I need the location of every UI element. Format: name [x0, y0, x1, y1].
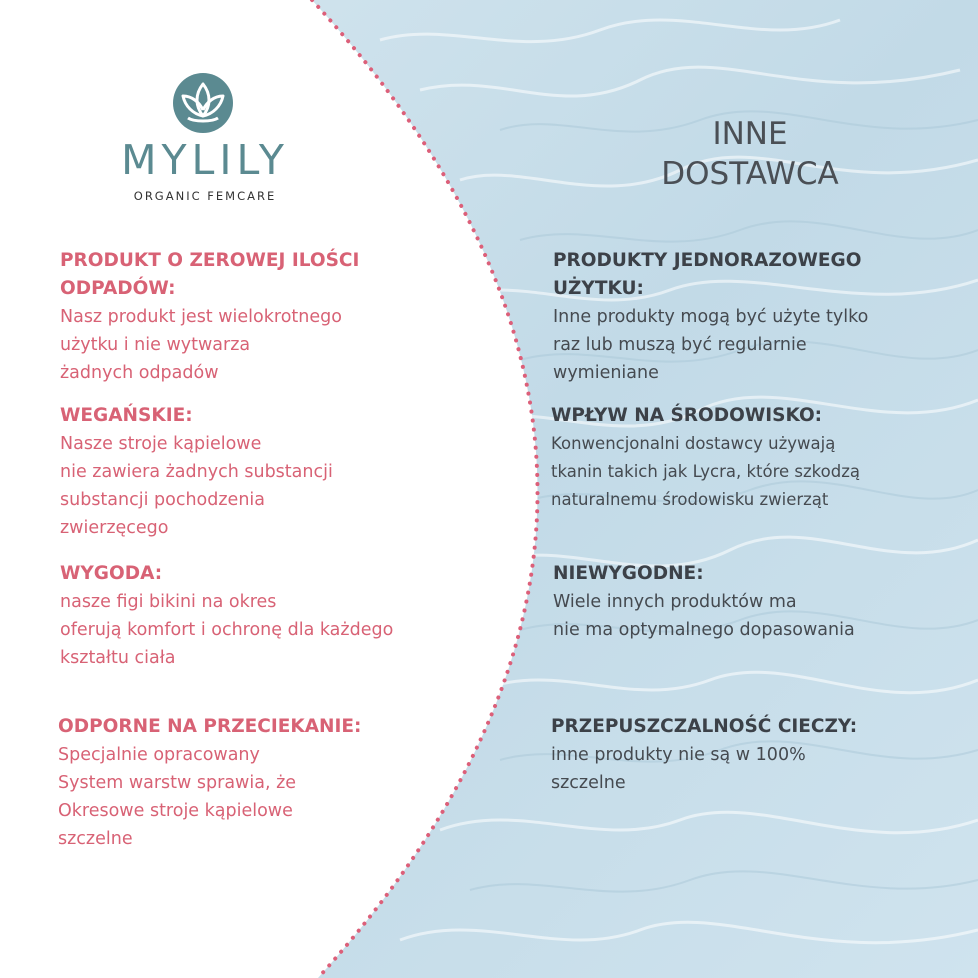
- text-line: żadnych odpadów: [60, 363, 219, 383]
- heading-line: PRZEPUSZCZALNOŚĆ CIECZY:: [551, 716, 858, 737]
- heading-line: PRODUKTY JEDNORAZOWEGO: [553, 250, 862, 271]
- text-line: naturalnemu środowisku zwierząt: [551, 490, 829, 509]
- point-heading: [551, 713, 857, 741]
- heading-line: WEGAŃSKIE:: [60, 405, 193, 426]
- text-line: szczelne: [58, 829, 133, 849]
- point-text: [551, 430, 860, 514]
- point-text: [60, 588, 393, 672]
- text-line: Konwencjonalni dostawcy używają: [551, 434, 836, 453]
- competitor-title-line: DOSTAWCA: [661, 156, 839, 192]
- heading-line: PRODUKT O ZEROWEJ ILOŚCI: [60, 250, 360, 271]
- text-line: zwierzęcego: [60, 518, 169, 538]
- text-line: nie zawiera żadnych substancji: [60, 462, 333, 482]
- mylily-point-zero-waste: [60, 247, 359, 387]
- text-line: Nasz produkt jest wielokrotnego: [60, 307, 342, 327]
- text-line: użytku i nie wytwarza: [60, 335, 251, 355]
- mylily-point-leakproof: [58, 713, 361, 853]
- text-line: Wiele innych produktów ma: [553, 592, 797, 612]
- point-text: [60, 430, 333, 542]
- point-text: [60, 303, 359, 387]
- competitor-point-disposable: [553, 247, 868, 387]
- heading-line: ODPADÓW:: [60, 278, 176, 299]
- text-line: Okresowe stroje kąpielowe: [58, 801, 293, 821]
- text-line: substancji pochodzenia: [60, 490, 265, 510]
- text-line: tkanin takich jak Lycra, które szkodzą: [551, 462, 860, 481]
- text-line: oferują komfort i ochronę dla każdego: [60, 620, 394, 640]
- competitor-point-permeability: [551, 713, 857, 797]
- heading-line: UŻYTKU:: [553, 278, 644, 299]
- mylily-point-vegan: [60, 402, 333, 542]
- heading-line: NIEWYGODNE:: [553, 563, 704, 584]
- point-text: [553, 588, 855, 644]
- competitor-title: [620, 114, 880, 194]
- text-line: szczelne: [551, 773, 626, 793]
- text-line: Inne produkty mogą być użyte tylko: [553, 307, 869, 327]
- text-line: raz lub muszą być regularnie: [553, 335, 807, 355]
- point-text: [553, 303, 868, 387]
- point-heading: [553, 247, 868, 303]
- point-heading: [58, 713, 361, 741]
- brand-logo: [110, 72, 300, 212]
- brand-name: MYLILY: [121, 136, 289, 184]
- lotus-logo-icon: [172, 72, 234, 134]
- brand-tagline: ORGANIC FEMCARE: [133, 189, 277, 203]
- heading-line: WYGODA:: [60, 563, 163, 584]
- text-line: wymieniane: [553, 363, 659, 383]
- point-heading: [551, 402, 860, 430]
- heading-line: ODPORNE NA PRZECIEKANIE:: [58, 716, 362, 737]
- text-line: inne produkty nie są w 100%: [551, 745, 806, 765]
- competitor-point-environment: [551, 402, 860, 514]
- point-heading: [60, 560, 393, 588]
- point-heading: [60, 402, 333, 430]
- point-heading: [60, 247, 359, 303]
- competitor-point-uncomfortable: [553, 560, 855, 644]
- text-line: nasze figi bikini na okres: [60, 592, 277, 612]
- text-line: Specjalnie opracowany: [58, 745, 260, 765]
- text-line: System warstw sprawia, że: [58, 773, 297, 793]
- text-line: Nasze stroje kąpielowe: [60, 434, 262, 454]
- heading-line: WPŁYW NA ŚRODOWISKO:: [551, 405, 823, 426]
- point-heading: [553, 560, 855, 588]
- point-text: [551, 741, 857, 797]
- competitor-title-line: INNE: [712, 116, 788, 152]
- text-line: nie ma optymalnego dopasowania: [553, 620, 855, 640]
- point-text: [58, 741, 361, 853]
- text-line: kształtu ciała: [60, 648, 176, 668]
- mylily-point-comfort: [60, 560, 393, 672]
